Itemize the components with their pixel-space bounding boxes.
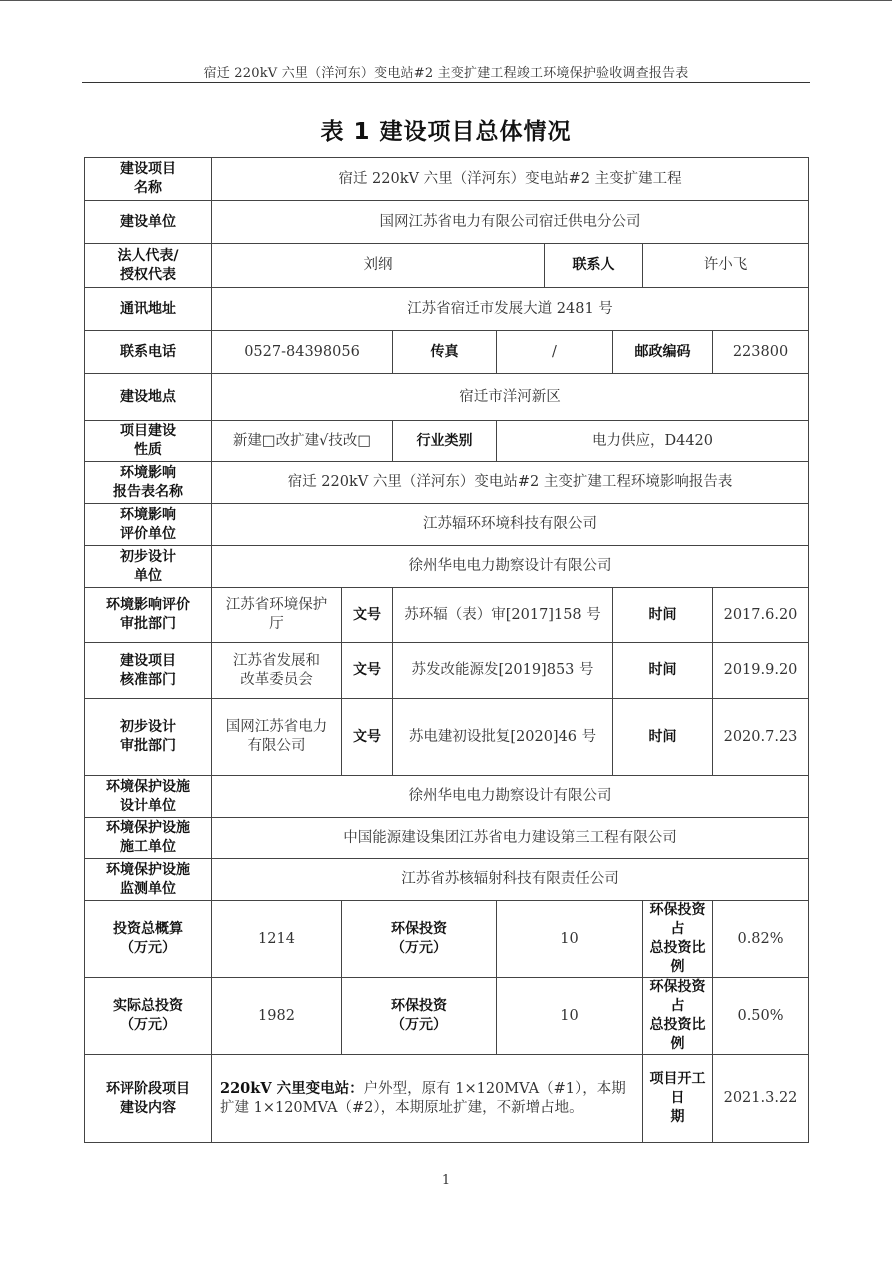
postcode-value: 223800	[713, 331, 809, 374]
eia-approval-time-label: 时间	[613, 588, 713, 643]
eia-unit-label: 环境影响 评价单位	[85, 504, 212, 546]
prelim-approval-time-label: 时间	[613, 699, 713, 776]
actual-env-label: 环保投资 （万元）	[342, 978, 497, 1055]
address-label: 通讯地址	[85, 288, 212, 331]
fax-value: /	[497, 331, 613, 374]
builder-label: 建设单位	[85, 201, 212, 244]
project-approval-time: 2019.9.20	[713, 643, 809, 699]
row-builder	[85, 201, 809, 244]
row-address	[85, 288, 809, 331]
budget-ratio-label: 环保投资占 总投资比例	[643, 901, 713, 978]
env-construct-unit-value: 中国能源建设集团江苏省电力建设第三工程有限公司	[212, 818, 809, 859]
page-number: 1	[441, 1173, 451, 1188]
start-date-value: 2021.3.22	[713, 1055, 809, 1143]
eia-approval-dept: 江苏省环境保护 厅	[212, 588, 342, 643]
address-value: 江苏省宿迁市发展大道 2481 号	[212, 288, 809, 331]
row-legal-rep	[85, 244, 809, 288]
running-header: 宿迁 220kV 六里（洋河东）变电站#2 主变扩建工程竣工环境保护验收调查报告表	[203, 66, 689, 81]
project-approval-dept: 江苏省发展和 改革委员会	[212, 643, 342, 699]
actual-ratio-value: 0.50%	[713, 978, 809, 1055]
budget-env-label: 环保投资 （万元）	[342, 901, 497, 978]
eia-approval-label: 环境影响评价 审批部门	[85, 588, 212, 643]
legal-rep-label: 法人代表/ 授权代表	[85, 244, 212, 288]
prelim-approval-dept: 国网江苏省电力 有限公司	[212, 699, 342, 776]
nature-label: 项目建设 性质	[85, 421, 212, 462]
row-prelim-design-unit	[85, 546, 809, 588]
row-env-monitor-unit	[85, 859, 809, 901]
eia-approval-doc-label: 文号	[342, 588, 393, 643]
eia-report-label: 环境影响 报告表名称	[85, 462, 212, 504]
row-budget	[85, 901, 809, 978]
industry-value: 电力供应，D4420	[497, 421, 809, 462]
project-approval-time-label: 时间	[613, 643, 713, 699]
env-monitor-unit-value: 江苏省苏核辐射科技有限责任公司	[212, 859, 809, 901]
project-name-label: 建设项目 名称	[85, 158, 212, 201]
row-env-construct-unit	[85, 818, 809, 859]
prelim-design-unit-label: 初步设计 单位	[85, 546, 212, 588]
actual-ratio-label: 环保投资占 总投资比例	[643, 978, 713, 1055]
location-label: 建设地点	[85, 374, 212, 421]
prelim-design-unit-value: 徐州华电电力勘察设计有限公司	[212, 546, 809, 588]
prelim-approval-time: 2020.7.23	[713, 699, 809, 776]
row-eia-approval	[85, 588, 809, 643]
row-eia-report	[85, 462, 809, 504]
row-actual	[85, 978, 809, 1055]
eia-report-value: 宿迁 220kV 六里（洋河东）变电站#2 主变扩建工程环境影响报告表	[212, 462, 809, 504]
budget-ratio-value: 0.82%	[713, 901, 809, 978]
project-approval-label: 建设项目 核准部门	[85, 643, 212, 699]
row-location	[85, 374, 809, 421]
actual-label: 实际总投资 （万元）	[85, 978, 212, 1055]
phone-label: 联系电话	[85, 331, 212, 374]
actual-env-value: 10	[497, 978, 643, 1055]
postcode-label: 邮政编码	[613, 331, 713, 374]
project-approval-doc: 苏发改能源发[2019]853 号	[393, 643, 613, 699]
prelim-approval-doc-label: 文号	[342, 699, 393, 776]
eia-approval-doc: 苏环辐（表）审[2017]158 号	[393, 588, 613, 643]
env-monitor-unit-label: 环境保护设施 监测单位	[85, 859, 212, 901]
row-env-design-unit	[85, 776, 809, 818]
content-label: 环评阶段项目 建设内容	[85, 1055, 212, 1143]
content-value	[212, 1055, 643, 1143]
env-design-unit-label: 环境保护设施 设计单位	[85, 776, 212, 818]
prelim-approval-label: 初步设计 审批部门	[85, 699, 212, 776]
row-project-approval	[85, 643, 809, 699]
project-approval-doc-label: 文号	[342, 643, 393, 699]
eia-approval-time: 2017.6.20	[713, 588, 809, 643]
project-overview-table	[84, 157, 809, 1143]
budget-label: 投资总概算 （万元）	[85, 901, 212, 978]
nature-value: 新建□改扩建√技改□	[212, 421, 393, 462]
row-nature	[85, 421, 809, 462]
start-date-label: 项目开工日 期	[643, 1055, 713, 1143]
env-design-unit-value: 徐州华电电力勘察设计有限公司	[212, 776, 809, 818]
builder-value: 国网江苏省电力有限公司宿迁供电分公司	[212, 201, 809, 244]
row-phone	[85, 331, 809, 374]
content-text: 户外型，原有 1×120MVA（#1），本期扩建 1×120MVA（#2），本期原址扩建，不新增占地。	[220, 1081, 626, 1116]
eia-unit-value: 江苏辐环环境科技有限公司	[212, 504, 809, 546]
project-name-value: 宿迁 220kV 六里（洋河东）变电站#2 主变扩建工程	[212, 158, 809, 201]
env-construct-unit-label: 环境保护设施 施工单位	[85, 818, 212, 859]
budget-value: 1214	[212, 901, 342, 978]
industry-label: 行业类别	[393, 421, 497, 462]
row-eia-unit	[85, 504, 809, 546]
budget-env-value: 10	[497, 901, 643, 978]
contact-value: 许小飞	[643, 244, 809, 288]
page-top-border	[0, 0, 892, 1]
content-substation-name: 220kV 六里变电站：	[220, 1080, 364, 1097]
actual-value: 1982	[212, 978, 342, 1055]
legal-rep-value: 刘纲	[212, 244, 545, 288]
row-project-name	[85, 158, 809, 201]
header-rule	[82, 82, 810, 83]
phone-value: 0527-84398056	[212, 331, 393, 374]
prelim-approval-doc: 苏电建初设批复[2020]46 号	[393, 699, 613, 776]
contact-label: 联系人	[545, 244, 643, 288]
table-title: 表 1 建设项目总体情况	[320, 119, 572, 145]
fax-label: 传真	[393, 331, 497, 374]
row-prelim-approval	[85, 699, 809, 776]
row-content	[85, 1055, 809, 1143]
location-value: 宿迁市洋河新区	[212, 374, 809, 421]
